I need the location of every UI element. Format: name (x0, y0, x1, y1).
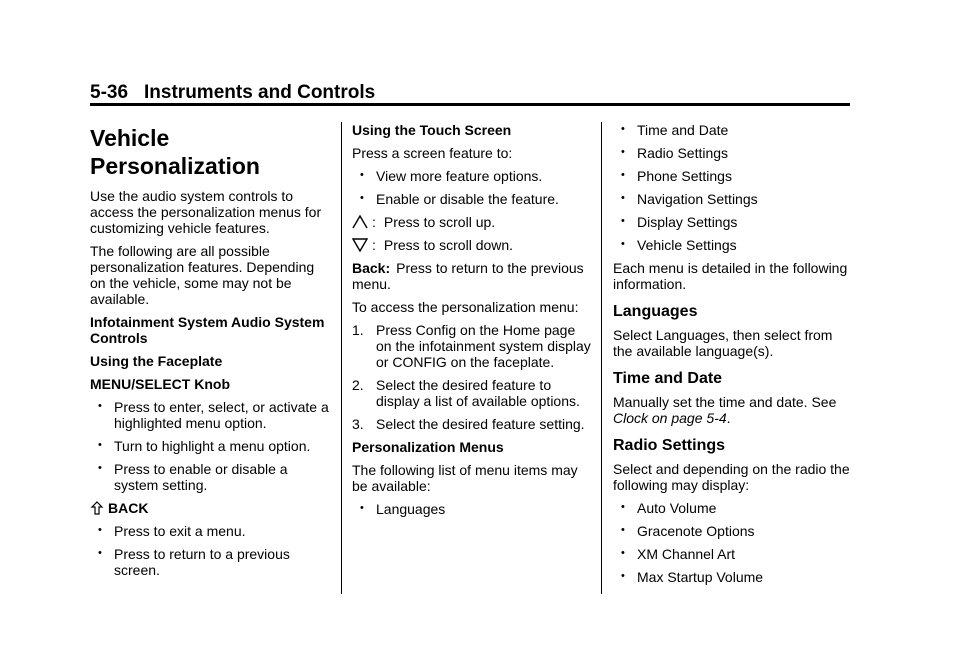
chapter-title: Instruments and Controls (144, 82, 376, 103)
section-title: Vehicle Personalization (90, 125, 260, 179)
column-divider (341, 122, 342, 594)
list-item: • Press to enter, select, or activate a highlighted menu option. (90, 399, 332, 431)
list-item: • Auto Volume (613, 500, 853, 516)
list-item: • Gracenote Options (613, 523, 853, 539)
scroll-down-row: : Press to scroll down. (352, 237, 592, 253)
list-item: • Radio Settings (613, 145, 853, 161)
subheading-infotainment: Infotainment System Audio System Controls (90, 314, 325, 346)
time-date-heading: Time and Date (613, 370, 723, 387)
list-item: • Enable or disable the feature. (352, 191, 592, 207)
column-1 (90, 122, 332, 585)
list-item: 1. Press Config on the Home page on the infotainment system display or CONFIG on the faceplate. (352, 322, 591, 370)
intro-text: Use the audio system controls to access the personalization menus for customizing vehicle features. (90, 188, 322, 236)
back-text: Back: Press to return to the previous menu. (352, 260, 584, 292)
list-item: • Time and Date (613, 122, 853, 138)
press-feature-text: Press a screen feature to: (352, 145, 513, 161)
list-item: • Max Startup Volume (613, 569, 853, 585)
list-item: • Press to return to a previous screen. (90, 546, 332, 578)
languages-heading: Languages (613, 303, 698, 320)
menus-detail-text: Each menu is detailed in the following information. (613, 260, 848, 292)
subheading-menu-select: MENU/SELECT Knob (90, 376, 230, 392)
column-divider (601, 122, 602, 594)
list-item: • Navigation Settings (613, 191, 853, 207)
back-arrow-icon (90, 501, 104, 515)
subheading-faceplate: Using the Faceplate (90, 353, 223, 369)
list-item: • Press to enable or disable a system setting. (90, 461, 332, 493)
list-item: • Display Settings (613, 214, 853, 230)
languages-text: Select Languages, then select from the available language(s). (613, 327, 833, 359)
subheading-touch-screen: Using the Touch Screen (352, 122, 512, 138)
availability-text: The following are all possible personalization features. Depending on the vehicle, some may not be available. (90, 243, 315, 307)
radio-settings-heading: Radio Settings (613, 437, 726, 454)
time-date-text: Manually set the time and date. See Clock on page 5-4. (613, 394, 837, 426)
list-item: • Vehicle Settings (613, 237, 853, 253)
back-heading: BACK (90, 500, 332, 516)
header-rule (90, 103, 850, 106)
page-number: 5-36 (90, 82, 129, 103)
radio-settings-text: Select and depending on the radio the following may display: (613, 461, 850, 493)
menus-intro: The following list of menu items may be available: (352, 462, 578, 494)
page-header (90, 82, 850, 104)
list-item: • XM Channel Art (613, 546, 853, 562)
column-2 (352, 122, 592, 524)
list-item: • View more feature options. (352, 168, 592, 184)
clock-page-link[interactable]: Clock on page 5-4 (613, 410, 727, 426)
list-item: 3. Select the desired feature setting. (352, 416, 585, 432)
subheading-personalization-menus: Personalization Menus (352, 439, 504, 455)
list-item: • Turn to highlight a menu option. (90, 438, 332, 454)
scroll-up-row: : Press to scroll up. (352, 214, 592, 230)
list-item: 2. Select the desired feature to display a list of available options. (352, 377, 580, 409)
access-intro: To access the personalization menu: (352, 299, 579, 315)
list-item: • Press to exit a menu. (90, 523, 332, 539)
scroll-down-icon (352, 238, 368, 252)
list-item: • Languages (352, 501, 592, 517)
column-3 (613, 122, 853, 592)
list-item: • Phone Settings (613, 168, 853, 184)
scroll-up-icon (352, 215, 368, 229)
